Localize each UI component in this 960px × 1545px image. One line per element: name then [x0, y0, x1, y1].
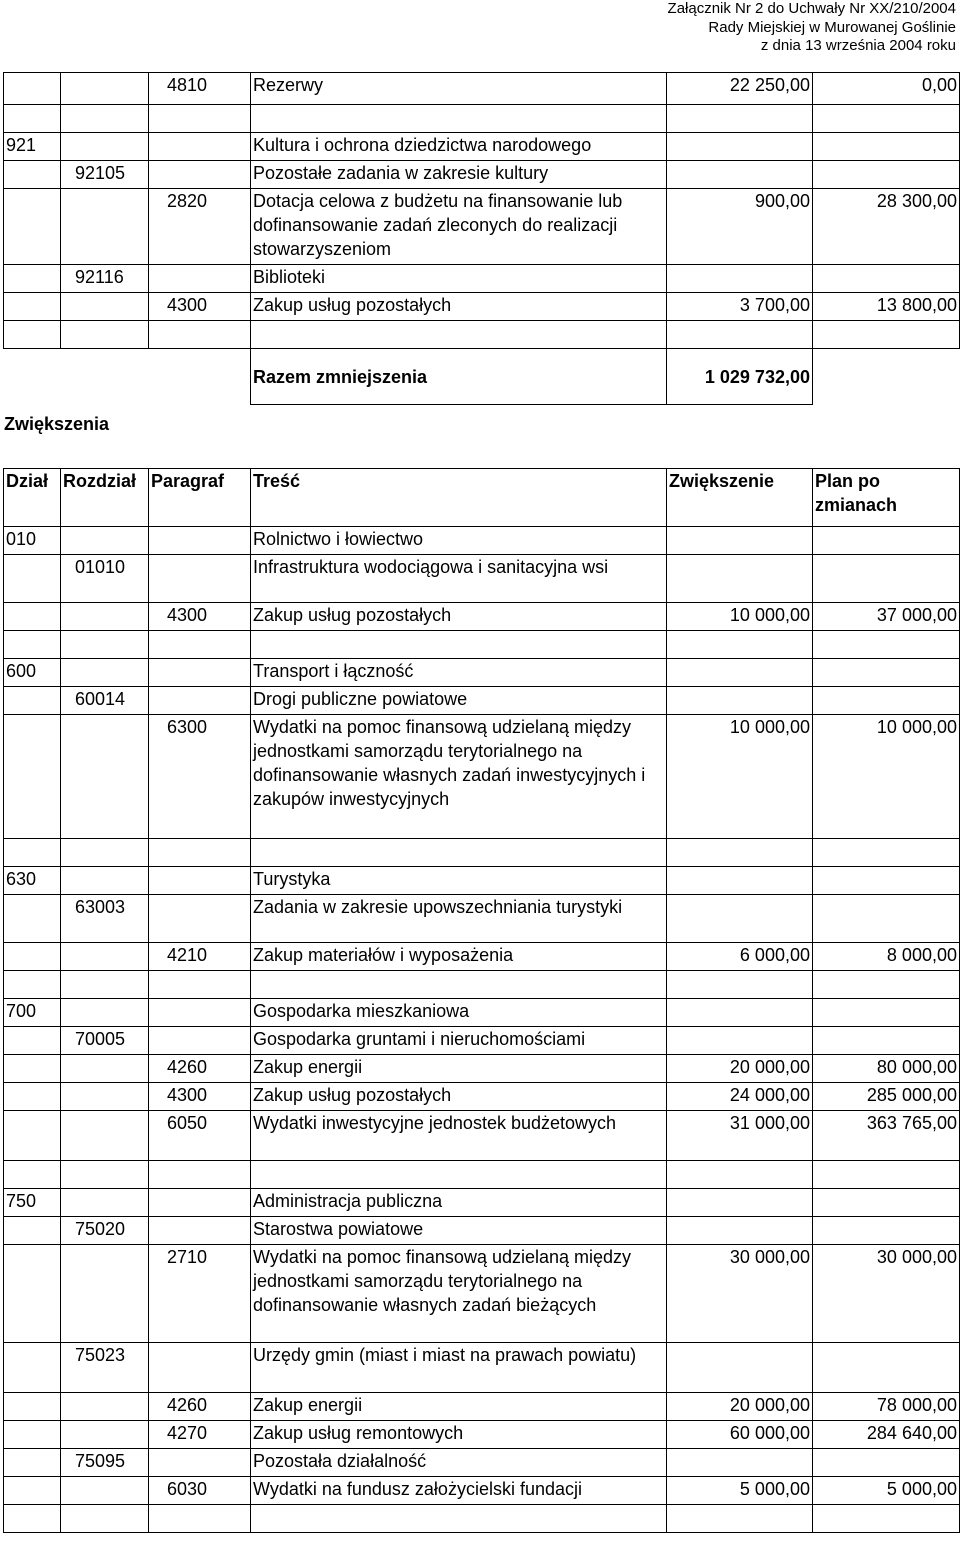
cell-plan: [813, 555, 960, 603]
cell-tresc: Rolnictwo i łowiectwo: [251, 527, 667, 555]
cell-tresc: Dotacja celowa z budżetu na finansowanie lub dofinansowanie zadań zleconych do realizacji stowarzyszeniom: [251, 189, 667, 265]
summary-label: Razem zmniejszenia: [251, 349, 667, 405]
table-row: [4, 895, 960, 943]
table-row: [4, 1505, 960, 1533]
cell-plan: 80 000,00: [813, 1055, 960, 1083]
cell-plan: 5 000,00: [813, 1477, 960, 1505]
cell-tresc: Gospodarka mieszkaniowa: [251, 999, 667, 1027]
cell-paragraf: [149, 631, 251, 659]
table-row: [4, 1189, 960, 1217]
cell-rozdzial: 92105: [61, 161, 149, 189]
cell-kwota: 900,00: [667, 189, 813, 265]
cell-paragraf: [149, 527, 251, 555]
cell-dzial: [4, 1083, 61, 1111]
cell-rozdzial: 01010: [61, 555, 149, 603]
cell-paragraf: [149, 1217, 251, 1245]
cell-kwota: 20 000,00: [667, 1055, 813, 1083]
cell-rozdzial: [61, 133, 149, 161]
cell-rozdzial: 75023: [61, 1343, 149, 1393]
cell-tresc: Gospodarka gruntami i nieruchomościami: [251, 1027, 667, 1055]
cell-plan: [813, 631, 960, 659]
table-row: [4, 1477, 960, 1505]
cell-paragraf: [149, 161, 251, 189]
cell-plan: [813, 1343, 960, 1393]
cell-rozdzial: [61, 1055, 149, 1083]
cell-kwota: 30 000,00: [667, 1245, 813, 1343]
table-row: [4, 1421, 960, 1449]
cell-kwota: 22 250,00: [667, 73, 813, 105]
cell-kwota: [667, 659, 813, 687]
cell-rozdzial: 60014: [61, 687, 149, 715]
cell-paragraf: 4300: [149, 293, 251, 321]
cell-tresc: [251, 1505, 667, 1533]
cell-dzial: [4, 631, 61, 659]
cell-dzial: [4, 1055, 61, 1083]
cell-dzial: [4, 189, 61, 265]
summary-value: 1 029 732,00: [667, 349, 813, 405]
cell-kwota: 3 700,00: [667, 293, 813, 321]
cell-paragraf: 6050: [149, 1111, 251, 1161]
cell-paragraf: 6030: [149, 1477, 251, 1505]
cell-dzial: [4, 1421, 61, 1449]
table-row: [4, 1027, 960, 1055]
cell-dzial: [4, 943, 61, 971]
table-row: [4, 971, 960, 999]
cell-paragraf: [149, 1189, 251, 1217]
cell-tresc: Biblioteki: [251, 265, 667, 293]
cell-rozdzial: [61, 1245, 149, 1343]
cell-tresc: Infrastruktura wodociągowa i sanitacyjna wsi: [251, 555, 667, 603]
cell-dzial: [4, 265, 61, 293]
cell-rozdzial: [61, 603, 149, 631]
cell-rozdzial: [61, 293, 149, 321]
cell-dzial: [4, 161, 61, 189]
cell-paragraf: [149, 555, 251, 603]
cell-paragraf: 6300: [149, 715, 251, 839]
table-row: [4, 839, 960, 867]
cell-dzial: [4, 1111, 61, 1161]
table-row: [4, 527, 960, 555]
cell-paragraf: 2820: [149, 189, 251, 265]
cell-rozdzial: [61, 73, 149, 105]
cell-plan: [813, 999, 960, 1027]
cell-rozdzial: [61, 189, 149, 265]
cell-kwota: [667, 867, 813, 895]
cell-tresc: [251, 839, 667, 867]
cell-dzial: [4, 1245, 61, 1343]
cell-dzial: [4, 321, 61, 349]
cell-paragraf: [149, 1027, 251, 1055]
cell-plan: [813, 971, 960, 999]
cell-kwota: 60 000,00: [667, 1421, 813, 1449]
cell-paragraf: 4300: [149, 603, 251, 631]
table-row: [4, 1245, 960, 1343]
table-row: [4, 1161, 960, 1189]
cell-plan: [813, 895, 960, 943]
cell-tresc: Starostwa powiatowe: [251, 1217, 667, 1245]
cell-tresc: Zakup usług remontowych: [251, 1421, 667, 1449]
cell-tresc: Wydatki na fundusz założycielski fundacji: [251, 1477, 667, 1505]
table-row: [4, 867, 960, 895]
cell-tresc: Wydatki na pomoc finansową udzielaną między jednostkami samorządu terytorialnego na dofinansowanie własnych zadań inwestycyjnych i zakupów inwestycyjnych: [251, 715, 667, 839]
cell-tresc: Zadania w zakresie upowszechniania turystyki: [251, 895, 667, 943]
cell-kwota: [667, 631, 813, 659]
cell-rozdzial: [61, 715, 149, 839]
cell-dzial: [4, 1343, 61, 1393]
cell-paragraf: 4260: [149, 1393, 251, 1421]
cell-dzial: [4, 1161, 61, 1189]
table-row: [4, 1343, 960, 1393]
table-row: [4, 603, 960, 631]
cell-dzial: 600: [4, 659, 61, 687]
header-line-3: z dnia 13 września 2004 roku: [760, 37, 956, 54]
table-row: [4, 105, 960, 133]
header-line-2: Rady Miejskiej w Murowanej Goślinie: [708, 18, 956, 36]
col-tresc: Treść: [251, 469, 667, 527]
cell-kwota: 24 000,00: [667, 1083, 813, 1111]
cell-plan: [813, 1217, 960, 1245]
cell-rozdzial: [61, 1161, 149, 1189]
cell-dzial: 010: [4, 527, 61, 555]
cell-dzial: [4, 555, 61, 603]
cell-plan: 10 000,00: [813, 715, 960, 839]
cell-tresc: Zakup materiałów i wyposażenia: [251, 943, 667, 971]
cell-kwota: [667, 687, 813, 715]
table-row: [4, 999, 960, 1027]
cell-tresc: Administracja publiczna: [251, 1189, 667, 1217]
cell-rozdzial: [61, 1083, 149, 1111]
cell-paragraf: [149, 321, 251, 349]
cell-paragraf: [149, 895, 251, 943]
cell-kwota: [667, 1189, 813, 1217]
cell-kwota: [667, 1343, 813, 1393]
table-row: [4, 687, 960, 715]
cell-dzial: 921: [4, 133, 61, 161]
cell-rozdzial: [61, 1477, 149, 1505]
table-row: [4, 715, 960, 839]
cell-plan: [813, 161, 960, 189]
cell-tresc: Zakup usług pozostałych: [251, 603, 667, 631]
cell-paragraf: [149, 999, 251, 1027]
cell-dzial: [4, 1393, 61, 1421]
cell-rozdzial: 63003: [61, 895, 149, 943]
table-row: [4, 943, 960, 971]
cell-paragraf: [149, 1161, 251, 1189]
document-header: [668, 0, 956, 56]
cell-plan: 78 000,00: [813, 1393, 960, 1421]
cell-plan: 13 800,00: [813, 293, 960, 321]
cell-dzial: 750: [4, 1189, 61, 1217]
cell-rozdzial: [61, 1111, 149, 1161]
table-row: [4, 293, 960, 321]
cell-paragraf: [149, 687, 251, 715]
cell-dzial: [4, 1477, 61, 1505]
column-header-row: [4, 469, 960, 527]
cell-tresc: Zakup energii: [251, 1055, 667, 1083]
cell-dzial: [4, 105, 61, 133]
table-row: [4, 659, 960, 687]
cell-paragraf: [149, 1343, 251, 1393]
decreases-table: [3, 72, 960, 405]
cell-plan: [813, 659, 960, 687]
cell-dzial: [4, 1217, 61, 1245]
cell-plan: 284 640,00: [813, 1421, 960, 1449]
cell-rozdzial: [61, 839, 149, 867]
cell-dzial: [4, 293, 61, 321]
cell-tresc: Rezerwy: [251, 73, 667, 105]
cell-kwota: 20 000,00: [667, 1393, 813, 1421]
header-line-1: Załącznik Nr 2 do Uchwały Nr XX/210/2004: [667, 0, 956, 17]
cell-tresc: Turystyka: [251, 867, 667, 895]
cell-tresc: Zakup usług pozostałych: [251, 293, 667, 321]
cell-tresc: Pozostała działalność: [251, 1449, 667, 1477]
table-row: [4, 73, 960, 105]
table-row: [4, 321, 960, 349]
cell-rozdzial: [61, 867, 149, 895]
cell-paragraf: [149, 105, 251, 133]
cell-plan: 0,00: [813, 73, 960, 105]
table-row: [4, 1449, 960, 1477]
cell-rozdzial: [61, 631, 149, 659]
cell-rozdzial: [61, 943, 149, 971]
cell-kwota: [667, 1449, 813, 1477]
table-row: [4, 1217, 960, 1245]
cell-rozdzial: [61, 527, 149, 555]
cell-rozdzial: 70005: [61, 1027, 149, 1055]
cell-dzial: 630: [4, 867, 61, 895]
cell-kwota: 5 000,00: [667, 1477, 813, 1505]
cell-rozdzial: [61, 659, 149, 687]
cell-plan: [813, 1505, 960, 1533]
cell-rozdzial: 75020: [61, 1217, 149, 1245]
cell-tresc: Pozostałe zadania w zakresie kultury: [251, 161, 667, 189]
cell-dzial: [4, 1449, 61, 1477]
cell-dzial: [4, 1505, 61, 1533]
cell-paragraf: [149, 265, 251, 293]
section-title: Zwiększenia: [4, 414, 110, 434]
table-row: [4, 189, 960, 265]
cell-tresc: Drogi publiczne powiatowe: [251, 687, 667, 715]
cell-kwota: [667, 133, 813, 161]
cell-tresc: Urzędy gmin (miast i miast na prawach powiatu): [251, 1343, 667, 1393]
cell-kwota: [667, 321, 813, 349]
cell-kwota: [667, 1505, 813, 1533]
table-row: [4, 631, 960, 659]
cell-kwota: [667, 1217, 813, 1245]
cell-rozdzial: [61, 1393, 149, 1421]
cell-dzial: [4, 687, 61, 715]
cell-rozdzial: [61, 1421, 149, 1449]
cell-plan: 28 300,00: [813, 189, 960, 265]
cell-tresc: [251, 105, 667, 133]
cell-rozdzial: 75095: [61, 1449, 149, 1477]
cell-plan: [813, 133, 960, 161]
cell-plan: [813, 265, 960, 293]
cell-rozdzial: [61, 999, 149, 1027]
cell-plan: 8 000,00: [813, 943, 960, 971]
cell-kwota: [667, 555, 813, 603]
cell-rozdzial: [61, 1189, 149, 1217]
table-row: [4, 555, 960, 603]
cell-dzial: [4, 839, 61, 867]
cell-rozdzial: [61, 105, 149, 133]
cell-dzial: [4, 603, 61, 631]
cell-kwota: 31 000,00: [667, 1111, 813, 1161]
cell-plan: [813, 839, 960, 867]
cell-kwota: [667, 527, 813, 555]
cell-kwota: 6 000,00: [667, 943, 813, 971]
table-row: [4, 1393, 960, 1421]
cell-kwota: 10 000,00: [667, 603, 813, 631]
cell-plan: 363 765,00: [813, 1111, 960, 1161]
cell-dzial: [4, 73, 61, 105]
table-row: [4, 1111, 960, 1161]
cell-tresc: [251, 631, 667, 659]
cell-kwota: [667, 839, 813, 867]
cell-kwota: [667, 161, 813, 189]
cell-paragraf: [149, 971, 251, 999]
cell-kwota: [667, 999, 813, 1027]
cell-paragraf: [149, 1505, 251, 1533]
cell-paragraf: 4260: [149, 1055, 251, 1083]
cell-plan: [813, 105, 960, 133]
cell-dzial: [4, 971, 61, 999]
cell-tresc: Transport i łączność: [251, 659, 667, 687]
cell-paragraf: [149, 659, 251, 687]
col-dzial: Dział: [4, 469, 61, 527]
table-row: [4, 1083, 960, 1111]
table-row: [4, 133, 960, 161]
cell-plan: 285 000,00: [813, 1083, 960, 1111]
cell-kwota: 10 000,00: [667, 715, 813, 839]
cell-plan: 37 000,00: [813, 603, 960, 631]
cell-rozdzial: [61, 971, 149, 999]
cell-paragraf: [149, 1449, 251, 1477]
cell-tresc: Kultura i ochrona dziedzictwa narodowego: [251, 133, 667, 161]
table-row: [4, 265, 960, 293]
cell-paragraf: 4210: [149, 943, 251, 971]
cell-tresc: Wydatki na pomoc finansową udzielaną między jednostkami samorządu terytorialnego na dofinansowanie własnych zadań bieżących: [251, 1245, 667, 1343]
cell-paragraf: [149, 839, 251, 867]
cell-paragraf: [149, 133, 251, 161]
cell-plan: 30 000,00: [813, 1245, 960, 1343]
cell-plan: [813, 1189, 960, 1217]
cell-tresc: Zakup usług pozostałych: [251, 1083, 667, 1111]
col-plan-po-zmianach: Plan po zmianach: [813, 469, 960, 527]
cell-kwota: [667, 1161, 813, 1189]
cell-plan: [813, 1027, 960, 1055]
cell-dzial: [4, 1027, 61, 1055]
col-rozdzial: Rozdział: [61, 469, 149, 527]
cell-kwota: [667, 971, 813, 999]
cell-paragraf: 4300: [149, 1083, 251, 1111]
cell-rozdzial: [61, 1505, 149, 1533]
table-row: [4, 161, 960, 189]
summary-row: [4, 349, 960, 405]
table-row: [4, 1055, 960, 1083]
cell-rozdzial: 92116: [61, 265, 149, 293]
cell-kwota: [667, 105, 813, 133]
cell-paragraf: 4270: [149, 1421, 251, 1449]
cell-kwota: [667, 895, 813, 943]
cell-kwota: [667, 1027, 813, 1055]
cell-dzial: 700: [4, 999, 61, 1027]
cell-dzial: [4, 715, 61, 839]
cell-dzial: [4, 895, 61, 943]
col-paragraf: Paragraf: [149, 469, 251, 527]
cell-tresc: Wydatki inwestycyjne jednostek budżetowych: [251, 1111, 667, 1161]
cell-plan: [813, 1161, 960, 1189]
cell-tresc: [251, 971, 667, 999]
cell-plan: [813, 321, 960, 349]
cell-plan: [813, 867, 960, 895]
cell-plan: [813, 687, 960, 715]
cell-tresc: [251, 1161, 667, 1189]
cell-paragraf: 4810: [149, 73, 251, 105]
cell-kwota: [667, 265, 813, 293]
cell-paragraf: 2710: [149, 1245, 251, 1343]
cell-plan: [813, 1449, 960, 1477]
cell-tresc: [251, 321, 667, 349]
col-zwiekszenie: Zwiększenie: [667, 469, 813, 527]
cell-plan: [813, 527, 960, 555]
cell-rozdzial: [61, 321, 149, 349]
cell-tresc: Zakup energii: [251, 1393, 667, 1421]
increases-table: [3, 468, 960, 1533]
cell-paragraf: [149, 867, 251, 895]
